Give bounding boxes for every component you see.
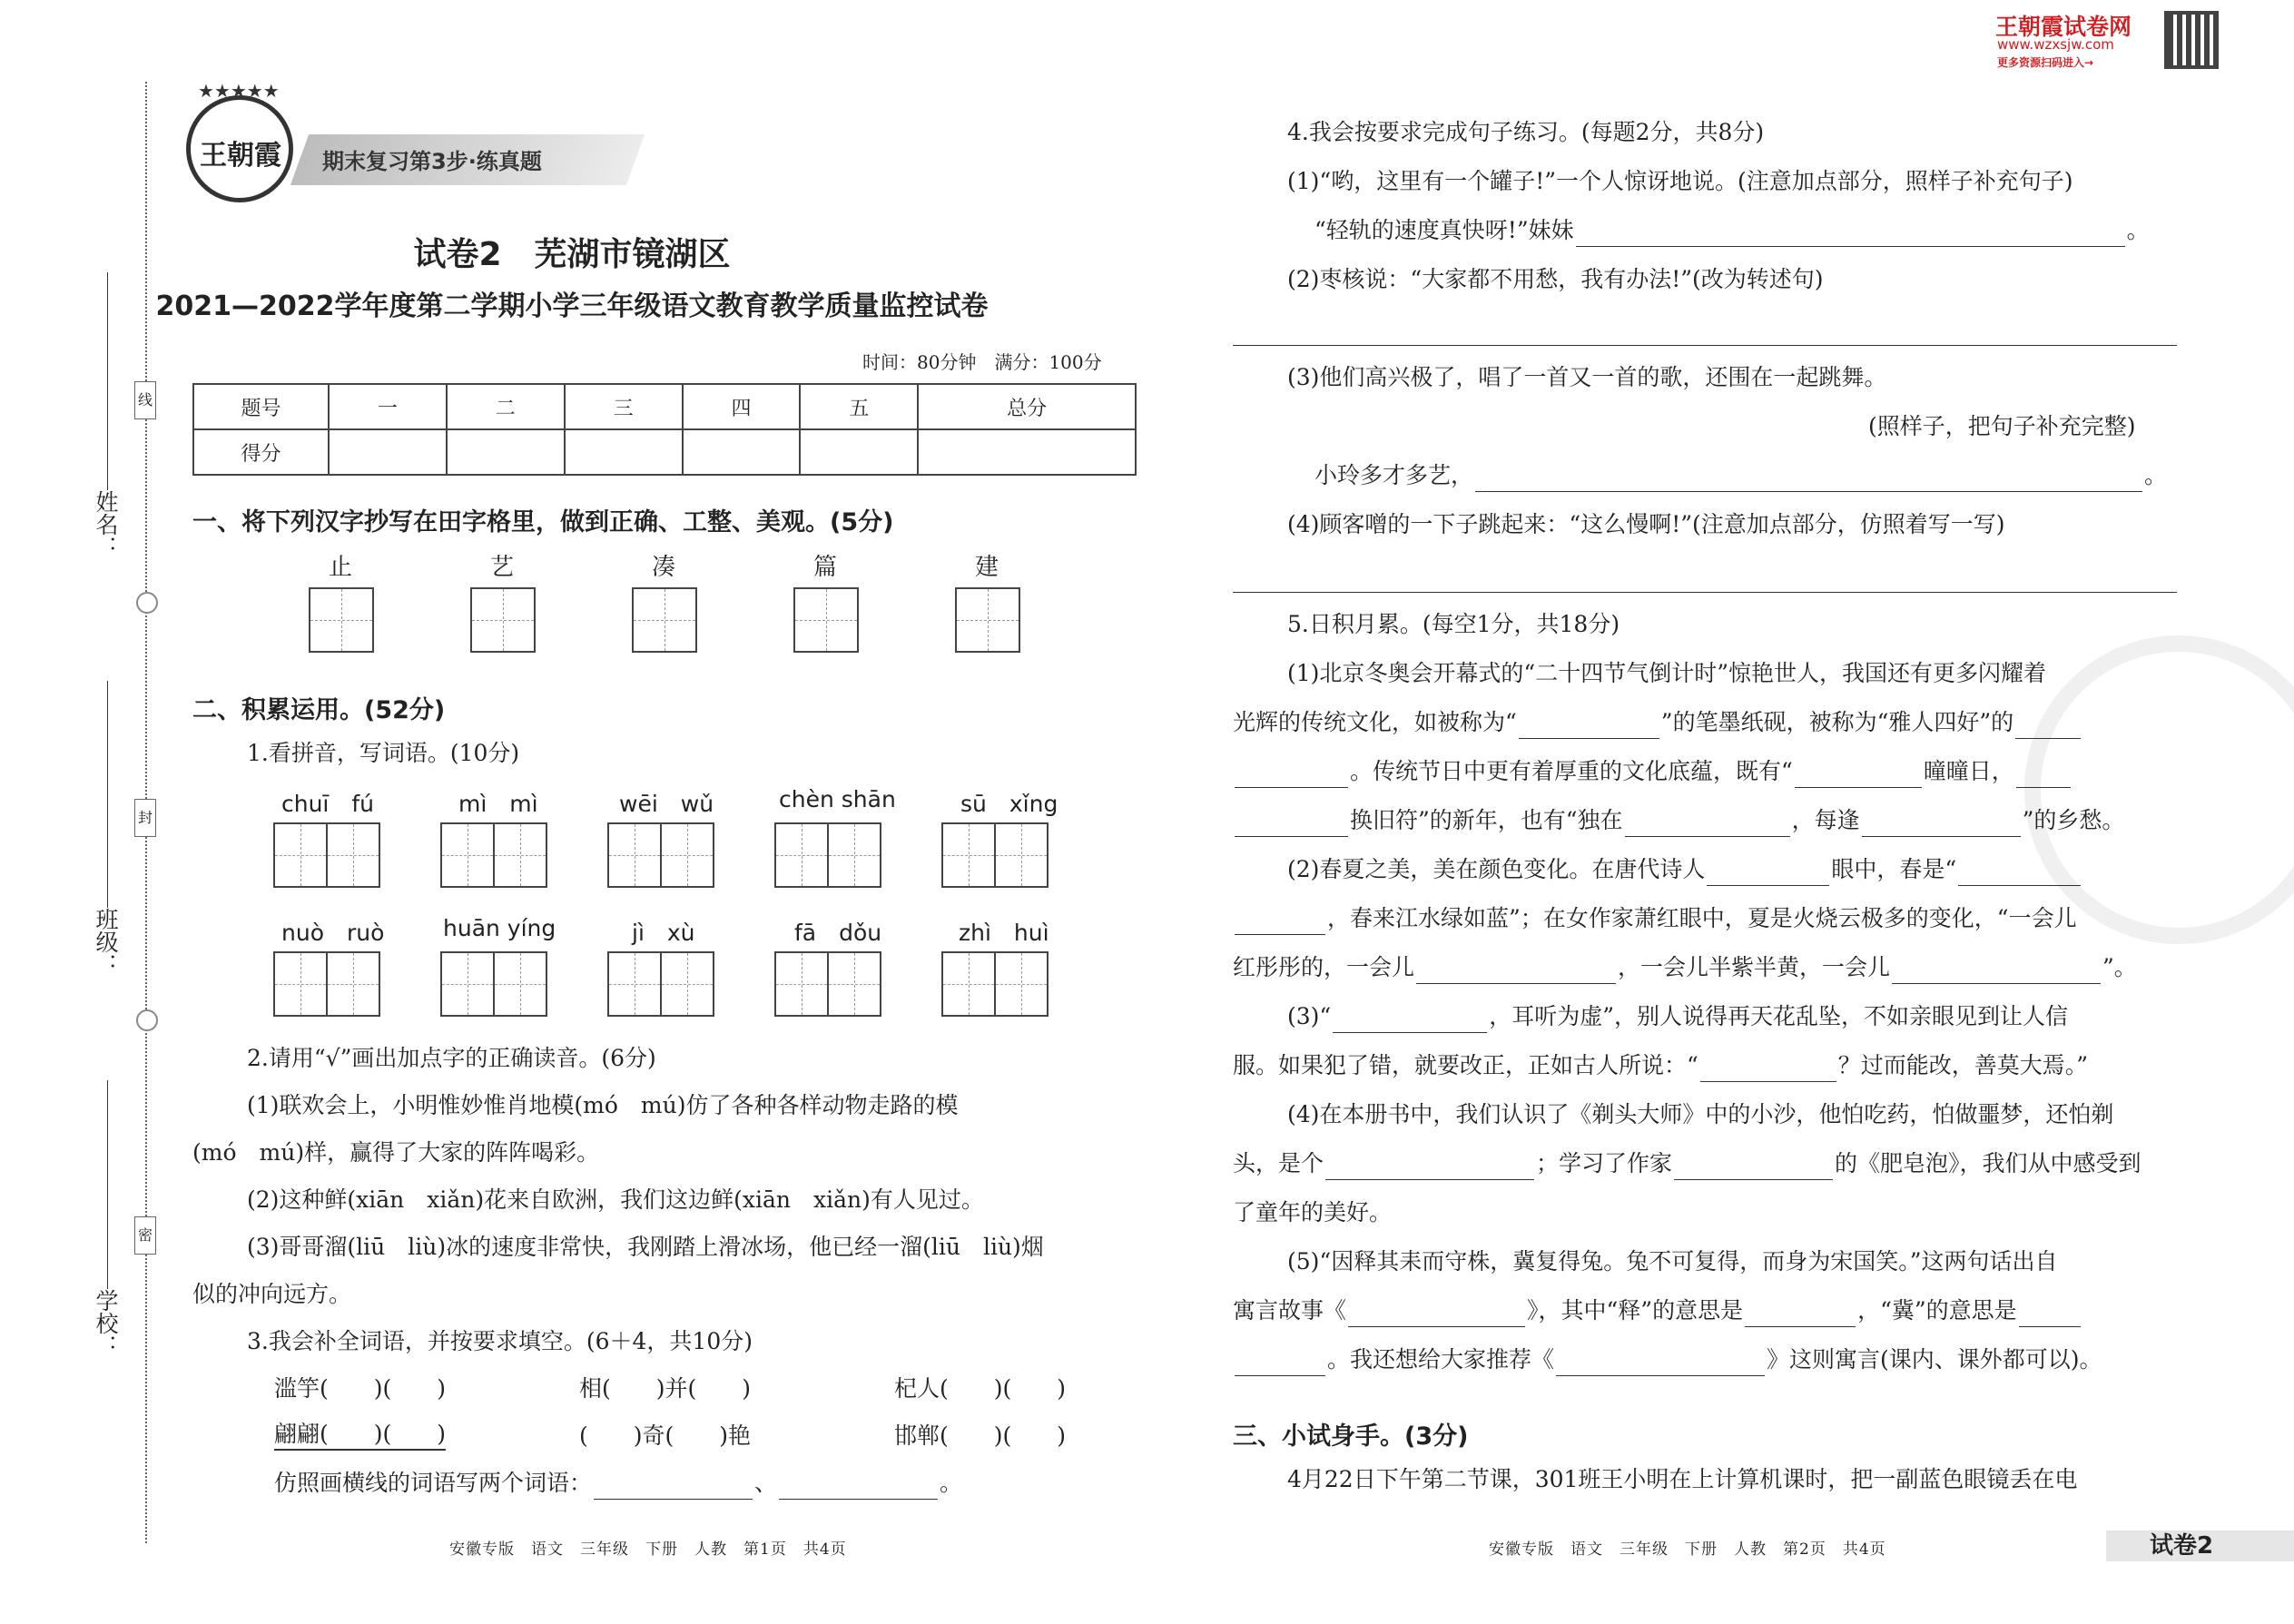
q4-item-2: (2)枣核说：“大家都不用愁，我有办法!”(改为转述句) <box>1287 266 1824 292</box>
class-field[interactable] <box>107 681 108 908</box>
answer-blank[interactable] <box>1862 812 2021 837</box>
text: ”的笔墨纸砚，被称为“雅人四好”的 <box>1660 709 2014 735</box>
q5-p2c <box>1233 951 2137 984</box>
school-field[interactable] <box>107 1080 108 1289</box>
answer-blank[interactable] <box>1416 960 1616 984</box>
word-box[interactable] <box>774 822 884 888</box>
q4-item-3b <box>1314 459 2167 492</box>
tianzige-box[interactable] <box>309 587 374 653</box>
q5-title: 5.日积月累。(每空1分，共18分) <box>1287 611 1620 637</box>
tianzige-box[interactable] <box>470 587 536 653</box>
text: ，一会儿半紫半黄，一会儿 <box>1618 954 1891 980</box>
q5-p3b <box>1233 1049 2088 1082</box>
pinyin: nuò ruò <box>281 920 385 946</box>
answer-blank[interactable] <box>1519 714 1659 739</box>
q5-p5b <box>1233 1294 2082 1327</box>
score-row-label: 得分 <box>193 429 329 475</box>
answer-line[interactable] <box>1233 592 2177 593</box>
answer-blank[interactable] <box>1333 1009 1487 1033</box>
binding-mark-1: 线 <box>134 381 156 419</box>
logo-stars: ★★★★★ <box>198 80 280 102</box>
q5-p4a: (4)在本册书中，我们认识了《剃头大师》中的小沙，他怕吃药，怕做噩梦，还怕剃 <box>1287 1101 2114 1127</box>
answer-blank[interactable] <box>779 1475 938 1500</box>
answer-blank[interactable] <box>1325 1156 1534 1180</box>
binding-mark-3: 密 <box>134 1216 156 1255</box>
q1-title: 1.看拼音，写词语。(10分) <box>247 740 520 766</box>
q3-imitate <box>274 1467 962 1500</box>
score-header-cell: 五 <box>800 384 918 429</box>
q2-item-1b: (mó mú)样，赢得了大家的阵阵喝彩。 <box>192 1139 600 1166</box>
q5-p1c <box>1233 755 2072 788</box>
name-label: 姓名： <box>93 490 119 558</box>
text: ，耳听为虚”，别人说得再天花乱坠，不如亲眼见到让人信 <box>1489 1003 2068 1029</box>
q3-sep: 、 <box>754 1470 778 1496</box>
pinyin: sū xǐng <box>960 791 1058 817</box>
text: 。我还想给大家推荐《 <box>1327 1346 1555 1373</box>
q3-word: 邯郸( )( ) <box>894 1422 1067 1449</box>
time-score: 时间：80分钟 满分：100分 <box>862 351 1102 373</box>
q4-title: 4.我会按要求完成句子练习。(每题2分，共8分) <box>1287 119 1765 145</box>
copy-char: 止 <box>329 554 353 581</box>
q3-end: 。 <box>940 1470 963 1496</box>
q4-item-1b-text: “轻轨的速度真快呀!”妹妹 <box>1314 217 1574 243</box>
answer-blank[interactable] <box>1556 1352 1765 1376</box>
word-box[interactable] <box>607 951 717 1017</box>
text: 光辉的传统文化，如被称为“ <box>1233 709 1517 735</box>
answer-blank[interactable] <box>1235 910 1325 935</box>
pinyin: wēi wǔ <box>619 791 714 817</box>
brand-url: www.wzxsjw.com <box>1997 36 2114 53</box>
score-cell[interactable] <box>329 429 447 475</box>
answer-blank[interactable] <box>1235 812 1348 837</box>
section3-heading: 三、小试身手。(3分) <box>1233 1422 1469 1451</box>
class-label: 班级： <box>93 908 119 976</box>
text: ；学习了作家 <box>1536 1150 1673 1176</box>
q2-title: 2.请用“√”画出加点字的正确读音。(6分) <box>247 1045 656 1071</box>
text: 。传统节日中更有着厚重的文化底蕴，既有“ <box>1350 758 1793 784</box>
q2-item-3b: 似的冲向远方。 <box>192 1281 352 1307</box>
binding-mark-2: 封 <box>134 799 156 837</box>
answer-blank[interactable] <box>1625 812 1790 837</box>
section3-text: 4月22日下午第二节课，301班王小明在上计算机课时，把一副蓝色眼镜丢在电 <box>1287 1466 2078 1492</box>
word-box[interactable] <box>440 822 550 888</box>
period: 。 <box>2126 217 2150 243</box>
q5-p5a: (5)“因释其耒而守株，冀复得兔。兔不可复得，而身为宋国笑。”这两句话出自 <box>1287 1248 2058 1275</box>
pinyin: chèn shān <box>779 786 896 812</box>
pinyin: mì mì <box>458 791 538 817</box>
q3-title: 3.我会补全词语，并按要求填空。(6＋4，共10分) <box>247 1328 753 1354</box>
logo-text: 王朝霞 <box>200 140 281 172</box>
pinyin: fā dǒu <box>794 920 882 946</box>
q4-item-4: (4)顾客噌的一下子跳起来：“这么慢啊!”(注意加点部分，仿照着写一写) <box>1287 511 2005 537</box>
q3-imitate-label: 仿照画横线的词语写两个词语： <box>274 1470 593 1496</box>
tianzige-box[interactable] <box>793 587 859 653</box>
text: 红彤彤的，一会儿 <box>1233 954 1415 980</box>
text: ，春来江水绿如蓝”；在女作家萧红眼中，夏是火烧云极多的变化，“一会儿 <box>1327 905 2077 931</box>
q2-item-2: (2)这种鲜(xiān xiǎn)花来自欧洲，我们这边鲜(xiān xiǎn)有人见过。 <box>247 1186 984 1213</box>
answer-blank[interactable] <box>1700 1058 1836 1082</box>
text: ”的乡愁。 <box>2022 807 2125 833</box>
text: 》这则寓言(课内、课外都可以)。 <box>1767 1346 2102 1373</box>
binding-circle-1 <box>136 592 158 614</box>
word-box[interactable] <box>607 822 717 888</box>
answer-blank[interactable] <box>594 1475 753 1500</box>
q4-item-1: (1)“哟，这里有一个罐子!”一个人惊讶地说。(注意加点部分，照样子补充句子) <box>1287 168 2073 194</box>
answer-blank[interactable] <box>1475 468 2142 492</box>
tianzige-box[interactable] <box>955 587 1020 653</box>
q3-word: 滥竽( )( ) <box>274 1375 447 1402</box>
word-box[interactable] <box>941 822 1051 888</box>
brand-scan: 更多资源扫码进入→ <box>1997 56 2094 69</box>
q5-p3a <box>1287 1000 2068 1033</box>
q3-word: 相( )并( ) <box>579 1375 752 1402</box>
text: 曈曈日， <box>1923 758 2014 784</box>
brand-name: 王朝霞试卷网 <box>1995 14 2132 40</box>
score-header-cell: 一 <box>329 384 447 429</box>
copy-char: 篇 <box>813 554 838 581</box>
word-box[interactable] <box>440 951 550 1017</box>
score-row <box>193 429 1136 475</box>
q5-p2a <box>1287 853 2082 886</box>
watermark-seal <box>2024 635 2294 944</box>
score-header-row <box>193 384 1136 429</box>
text: 服。如果犯了错，就要改正，正如古人所说：“ <box>1233 1052 1698 1078</box>
score-header-cell: 四 <box>683 384 801 429</box>
score-cell[interactable] <box>565 429 683 475</box>
score-table <box>192 383 1137 476</box>
text: 换旧符”的新年，也有“独在 <box>1350 807 1623 833</box>
q4-item-1b <box>1314 214 2150 247</box>
text: 》，其中“释”的意思是 <box>1527 1297 1744 1324</box>
word-box[interactable] <box>273 951 383 1017</box>
pinyin: zhì huì <box>959 920 1049 946</box>
copy-char: 艺 <box>490 554 515 581</box>
score-header-cell: 二 <box>447 384 565 429</box>
footer-right: 安徽专版 语文 三年级 下册 人教 第2页 共4页 <box>1489 1540 1886 1559</box>
score-cell[interactable] <box>447 429 565 475</box>
answer-blank[interactable] <box>1235 1352 1325 1376</box>
q5-p1d <box>1233 804 2124 837</box>
text: 头，是个 <box>1233 1150 1324 1176</box>
q3-word: ( )奇( )艳 <box>579 1422 752 1449</box>
word-box[interactable] <box>941 951 1051 1017</box>
q5-p2b <box>1233 902 2077 935</box>
answer-blank[interactable] <box>1795 763 1922 788</box>
q5-p4b <box>1233 1147 2141 1180</box>
binding-circle-2 <box>136 1009 158 1031</box>
text: ？过而能改，善莫大焉。” <box>1837 1052 2089 1078</box>
q3-word: 杞人( )( ) <box>894 1375 1067 1402</box>
footer-badge: 试卷2 <box>2150 1532 2214 1560</box>
q3-word-underlined: 翩翩( )( ) <box>274 1420 446 1451</box>
section2-heading: 二、积累运用。(52分) <box>192 696 446 724</box>
q2-item-3a: (3)哥哥溜(liū liù)冰的速度非常快，我刚踏上滑冰场，他已经一溜(liū liù)烟 <box>247 1234 1044 1260</box>
q5-p4c: 了童年的美好。 <box>1233 1199 1393 1225</box>
answer-blank[interactable] <box>1576 222 2125 247</box>
paper-title: 试卷2 芜湖市镜湖区 <box>413 236 731 273</box>
answer-blank[interactable] <box>1674 1156 1833 1180</box>
text: 眼中，春是“ <box>1831 856 1957 882</box>
q5-p5c <box>1233 1343 2102 1376</box>
answer-line[interactable] <box>1233 345 2177 346</box>
answer-blank[interactable] <box>2019 1303 2081 1327</box>
q2-item-1a: (1)联欢会上，小明惟妙惟肖地模(mó mú)仿了各种各样动物走路的模 <box>247 1092 959 1118</box>
q4-item-3-hint: (照样子，把句子补充完整) <box>1868 413 2136 439</box>
score-header-cell: 题号 <box>193 384 329 429</box>
text: (3)“ <box>1287 1003 1332 1029</box>
score-cell[interactable] <box>800 429 918 475</box>
text: ，每逢 <box>1791 807 1860 833</box>
score-header-cell: 总分 <box>918 384 1136 429</box>
footer-left: 安徽专版 语文 三年级 下册 人教 第1页 共4页 <box>449 1540 847 1559</box>
qr-code-icon[interactable] <box>2164 11 2219 69</box>
answer-blank[interactable] <box>1707 861 1829 886</box>
period: 。 <box>2144 462 2168 488</box>
q5-p1a: (1)北京冬奥会开幕式的“二十四节气倒计时”惊艳世人，我国还有更多闪耀着 <box>1287 660 2046 686</box>
q5-p1b <box>1233 706 2082 739</box>
score-cell[interactable] <box>683 429 801 475</box>
section1-heading: 一、将下列汉字抄写在田字格里，做到正确、工整、美观。(5分) <box>192 508 894 536</box>
score-header-cell: 三 <box>565 384 683 429</box>
answer-blank[interactable] <box>1348 1303 1525 1327</box>
text: (2)春夏之美，美在颜色变化。在唐代诗人 <box>1287 856 1706 882</box>
pinyin: huān yíng <box>443 915 556 941</box>
pinyin: chuī fú <box>281 791 375 817</box>
copy-char: 建 <box>975 554 999 581</box>
logo <box>186 80 293 202</box>
copy-char: 凑 <box>652 554 676 581</box>
text: ，“冀”的意思是 <box>1857 1297 2017 1324</box>
q4-item-3b-text: 小玲多才多艺， <box>1314 462 1474 488</box>
header-banner-text: 期末复习第3步·练真题 <box>322 149 542 174</box>
text: ”。 <box>2102 954 2137 980</box>
text: 的《肥皂泡》，我们从中感受到 <box>1835 1150 2141 1176</box>
answer-blank[interactable] <box>1892 960 2101 984</box>
word-box[interactable] <box>774 951 884 1017</box>
q4-item-3: (3)他们高兴极了，唱了一首又一首的歌，还围在一起跳舞。 <box>1287 364 1887 390</box>
school-label: 学校： <box>93 1289 119 1357</box>
tianzige-box[interactable] <box>632 587 697 653</box>
answer-blank[interactable] <box>1745 1303 1856 1327</box>
word-box[interactable] <box>273 822 383 888</box>
paper-subtitle: 2021—2022学年度第二学期小学三年级语文教育教学质量监控试卷 <box>155 290 989 322</box>
answer-blank[interactable] <box>1235 763 1348 788</box>
text: 寓言故事《 <box>1233 1297 1347 1324</box>
pinyin: jì xù <box>632 920 695 946</box>
score-cell[interactable] <box>918 429 1136 475</box>
